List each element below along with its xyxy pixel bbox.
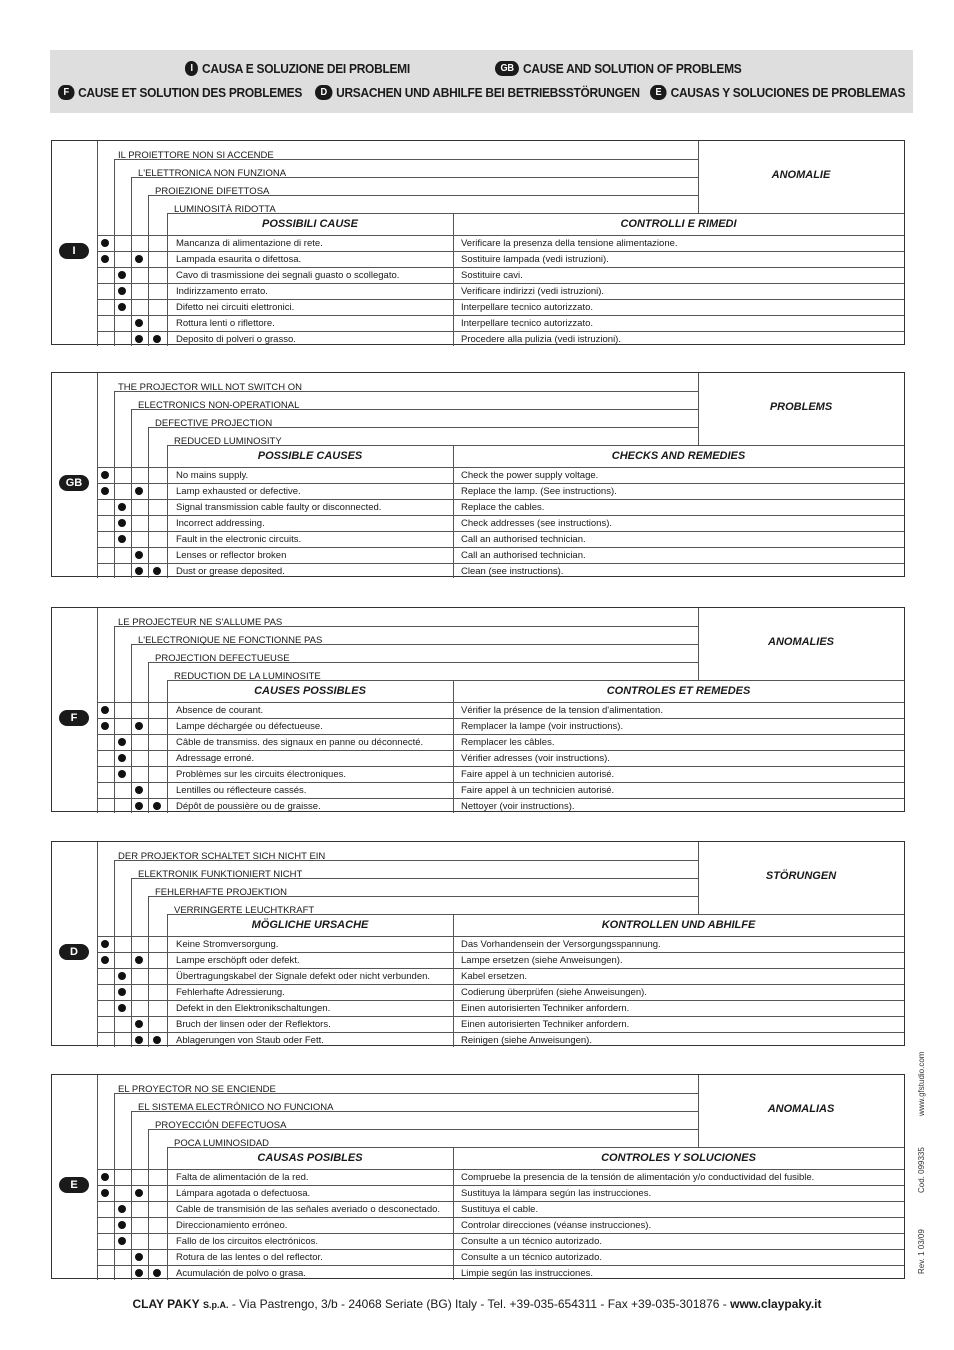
cause-cell: Cavo di trasmissione dei segnali guasto o scollegato.: [176, 270, 400, 281]
remedy-cell: Nettoyer (voir instructions).: [461, 801, 575, 812]
header-title-text: CAUSA E SOLUZIONE DEI PROBLEMI: [202, 61, 410, 76]
grid-line: [97, 1016, 904, 1017]
remedy-cell: Controlar direcciones (véanse instrucciones).: [461, 1220, 652, 1231]
symptom-label: DEFECTIVE PROJECTION: [155, 418, 273, 429]
grid-line: [131, 1111, 132, 1280]
grid-line: [97, 968, 904, 969]
cause-cell: Lentilles ou réflecteure cassés.: [176, 785, 307, 796]
grid-line: [114, 860, 115, 1047]
symptom-label: FEHLERHAFTE PROJEKTION: [155, 887, 287, 898]
grid-line: [167, 213, 904, 214]
footer: [0, 1297, 954, 1311]
remedies-header: CHECKS AND REMEDIES: [611, 450, 746, 462]
remedies-header: CONTROLES Y SOLUCIONES: [601, 1152, 756, 1164]
symptom-dot: [135, 335, 143, 343]
remedy-cell: Clean (see instructions).: [461, 566, 564, 577]
grid-line: [97, 1201, 904, 1202]
grid-line: [131, 878, 132, 1047]
cause-cell: Lámpara agotada o defectuosa.: [176, 1188, 311, 1199]
grid-line: [97, 766, 904, 767]
symptom-label: EL PROYECTOR NO SE ENCIENDE: [118, 1084, 276, 1095]
symptom-dot: [118, 988, 126, 996]
grid-line: [97, 467, 904, 468]
grid-line: [97, 563, 904, 564]
cause-cell: Bruch der linsen oder der Reflektors.: [176, 1019, 331, 1030]
company-address: - Via Pastrengo, 3/b - 24068 Seriate (BG) Italy - Tel. +39-035-654311 - Fax +39-035-301876 -: [228, 1297, 731, 1311]
symptom-label: ELECTRONICS NON-OPERATIONAL: [138, 400, 300, 411]
remedy-cell: Remplacer les câbles.: [461, 737, 555, 748]
grid-line: [114, 626, 115, 813]
symptom-dot: [135, 551, 143, 559]
header-title-es: [650, 85, 905, 100]
remedy-cell: Interpellare tecnico autorizzato.: [461, 302, 594, 313]
cause-cell: Übertragungskabel der Signale defekt oder nicht verbunden.: [176, 971, 431, 982]
grid-line: [97, 702, 904, 703]
cause-cell: Lamp exhausted or defective.: [176, 486, 301, 497]
remedy-cell: Procedere alla pulizia (vedi istruzioni).: [461, 334, 621, 345]
grid-line: [97, 1233, 904, 1234]
cause-cell: Lampe déchargée ou défectueuse.: [176, 721, 323, 732]
company-website: www.claypaky.it: [730, 1297, 822, 1311]
grid-line: [148, 427, 149, 578]
language-badge: GB: [59, 475, 89, 491]
symptom-dot: [101, 255, 109, 263]
symptom-label: REDUCTION DE LA LUMINOSITE: [174, 671, 321, 682]
cause-cell: Cable de transmisión de las señales averiado o desconectado.: [176, 1204, 441, 1215]
cause-cell: Câble de transmiss. des signaux en panne ou déconnecté.: [176, 737, 424, 748]
grid-line: [97, 299, 904, 300]
header-title-text: CAUSAS Y SOLUCIONES DE PROBLEMAS: [670, 85, 906, 100]
grid-line: [97, 1169, 904, 1170]
remedy-cell: Lampe ersetzen (siehe Anweisungen).: [461, 955, 623, 966]
remedy-cell: Consulte a un técnico autorizado.: [461, 1236, 603, 1247]
causes-header: CAUSES POSSIBLES: [254, 685, 366, 697]
language-badge: D: [59, 944, 89, 960]
cause-cell: Fehlerhafte Adressierung.: [176, 987, 285, 998]
cause-cell: Dépôt de poussière ou de graisse.: [176, 801, 321, 812]
remedy-cell: Call an authorised technician.: [461, 534, 586, 545]
grid-line: [453, 1147, 454, 1280]
header-banner: [50, 50, 913, 113]
header-title-de: [315, 85, 640, 100]
side-website: www.gfstudio.com: [917, 1051, 926, 1116]
grid-line: [97, 283, 904, 284]
grid-line: [97, 718, 904, 719]
grid-line: [97, 331, 904, 332]
symptom-dot: [118, 271, 126, 279]
symptom-dot: [118, 503, 126, 511]
remedy-cell: Sostituire cavi.: [461, 270, 523, 281]
cause-cell: Rotura de las lentes o del reflector.: [176, 1252, 323, 1263]
remedy-cell: Verificare la presenza della tensione alimentazione.: [461, 238, 678, 249]
symptom-dot: [101, 471, 109, 479]
symptom-dot: [101, 956, 109, 964]
symptom-dot: [135, 786, 143, 794]
symptom-dot: [118, 1221, 126, 1229]
cause-cell: Fallo de los circuitos electrónicos.: [176, 1236, 319, 1247]
symptom-label: THE PROJECTOR WILL NOT SWITCH ON: [118, 382, 303, 393]
grid-line: [97, 1217, 904, 1218]
cause-cell: Incorrect addressing.: [176, 518, 265, 529]
symptom-label: EL SISTEMA ELECTRÓNICO NO FUNCIONA: [138, 1102, 334, 1113]
remedy-cell: Replace the cables.: [461, 502, 545, 513]
grid-line: [97, 1249, 904, 1250]
grid-line: [97, 547, 904, 548]
cause-cell: Lampada esaurita o difettosa.: [176, 254, 302, 265]
grid-line: [97, 267, 904, 268]
remedy-cell: Einen autorisierten Techniker anfordern.: [461, 1019, 630, 1030]
causes-header: CAUSAS POSIBLES: [257, 1152, 363, 1164]
remedy-cell: Das Vorhandensein der Versorgungsspannung.: [461, 939, 661, 950]
remedy-cell: Check the power supply voltage.: [461, 470, 599, 481]
remedy-cell: Interpellare tecnico autorizzato.: [461, 318, 594, 329]
symptom-dot: [135, 319, 143, 327]
remedies-header: KONTROLLEN UND ABHILFE: [601, 919, 756, 931]
symptom-dot: [101, 1189, 109, 1197]
symptom-dot: [135, 1036, 143, 1044]
grid-line: [131, 409, 132, 578]
grid-line: [97, 750, 904, 751]
section-gb: [51, 372, 905, 577]
symptom-dot: [101, 487, 109, 495]
symptom-dot: [135, 567, 143, 575]
remedy-cell: Einen autorisierten Techniker anfordern.: [461, 1003, 630, 1014]
symptom-dot: [118, 535, 126, 543]
cause-cell: Falta de alimentación de la red.: [176, 1172, 309, 1183]
grid-line: [114, 391, 115, 578]
symptom-label: ELEKTRONIK FUNKTIONIERT NICHT: [138, 869, 303, 880]
symptom-label: PROYECCIÓN DEFECTUOSA: [155, 1120, 287, 1131]
remedy-cell: Sustituya la lámpara según las instrucciones.: [461, 1188, 652, 1199]
cause-cell: Mancanza di alimentazione di rete.: [176, 238, 323, 249]
remedy-cell: Replace the lamp. (See instructions).: [461, 486, 617, 497]
grid-line: [97, 734, 904, 735]
cause-cell: Lenses or reflector broken: [176, 550, 287, 561]
language-badge: F: [59, 710, 89, 726]
header-title-gb: [495, 61, 742, 76]
grid-line: [97, 1265, 904, 1266]
symptom-dot: [135, 956, 143, 964]
language-badge: F: [58, 85, 74, 100]
section-title: PROBLEMS: [769, 401, 833, 413]
symptom-dot: [153, 335, 161, 343]
cause-cell: Acumulación de polvo o grasa.: [176, 1268, 306, 1279]
symptom-dot: [135, 255, 143, 263]
cause-cell: Lampe erschöpft oder defekt.: [176, 955, 300, 966]
symptom-dot: [153, 802, 161, 810]
side-revision: Rev. 1 03/09: [917, 1229, 926, 1274]
remedy-cell: Faire appel à un technicien autorisé.: [461, 769, 615, 780]
grid-line: [97, 483, 904, 484]
symptom-label: PROJECTION DEFECTUEUSE: [155, 653, 290, 664]
remedy-cell: Sustituya el cable.: [461, 1204, 539, 1215]
company-suffix: S.p.A.: [202, 1300, 229, 1310]
grid-line: [148, 662, 149, 813]
cause-cell: Deposito di polveri o grasso.: [176, 334, 296, 345]
language-badge: D: [315, 85, 332, 100]
side-code: Cod. 099335: [917, 1147, 926, 1193]
remedy-cell: Check addresses (see instructions).: [461, 518, 613, 529]
cause-cell: Signal transmission cable faulty or disconnected.: [176, 502, 382, 513]
section-title: ANOMALIE: [771, 169, 831, 181]
language-badge: E: [650, 85, 667, 100]
symptom-label: VERRINGERTE LEUCHTKRAFT: [174, 905, 315, 916]
section-i: [51, 140, 905, 345]
symptom-dot: [118, 519, 126, 527]
cause-cell: Direccionamiento erróneo.: [176, 1220, 288, 1231]
section-title: STÖRUNGEN: [765, 870, 837, 882]
grid-line: [167, 680, 168, 813]
cause-cell: Ablagerungen von Staub oder Fett.: [176, 1035, 324, 1046]
company-name: CLAY PAKY: [132, 1297, 200, 1311]
remedy-cell: Call an authorised technician.: [461, 550, 586, 561]
remedy-cell: Compruebe la presencia de la tensión de alimentación y/o conductividad del fusible.: [461, 1172, 815, 1183]
remedy-cell: Reinigen (siehe Anweisungen).: [461, 1035, 592, 1046]
symptom-label: REDUCED LUMINOSITY: [174, 436, 282, 447]
cause-cell: Indirizzamento errato.: [176, 286, 268, 297]
header-title-text: CAUSE ET SOLUTION DES PROBLEMES: [78, 85, 303, 100]
grid-line: [167, 1147, 168, 1280]
grid-line: [148, 195, 149, 346]
symptom-dot: [101, 722, 109, 730]
symptom-dot: [118, 287, 126, 295]
grid-line: [97, 1000, 904, 1001]
symptom-dot: [118, 1205, 126, 1213]
remedy-cell: Remplacer la lampe (voir instructions).: [461, 721, 624, 732]
grid-line: [97, 952, 904, 953]
section-title: ANOMALIES: [768, 636, 834, 648]
grid-line: [97, 936, 904, 937]
symptom-label: LE PROJECTEUR NE S'ALLUME PAS: [118, 617, 283, 628]
grid-line: [114, 1093, 115, 1280]
symptom-dot: [118, 1237, 126, 1245]
symptom-dot: [135, 802, 143, 810]
language-badge: I: [185, 61, 198, 76]
cause-cell: No mains supply.: [176, 470, 249, 481]
remedy-cell: Consulte a un técnico autorizado.: [461, 1252, 603, 1263]
remedies-header: CONTROLES ET REMEDES: [606, 685, 751, 697]
symptom-dot: [135, 487, 143, 495]
grid-line: [97, 531, 904, 532]
grid-line: [453, 680, 454, 813]
grid-line: [97, 1185, 904, 1186]
symptom-dot: [118, 1004, 126, 1012]
symptom-dot: [101, 239, 109, 247]
symptom-label: PROIEZIONE DIFETTOSA: [155, 186, 270, 197]
cause-cell: Keine Stromversorgung.: [176, 939, 279, 950]
symptom-dot: [118, 738, 126, 746]
cause-cell: Difetto nei circuiti elettronici.: [176, 302, 295, 313]
grid-line: [114, 159, 115, 346]
grid-line: [131, 177, 132, 346]
grid-line: [97, 1032, 904, 1033]
remedy-cell: Limpie según las instrucciones.: [461, 1268, 594, 1279]
symptom-label: LUMINOSITÀ RIDOTTA: [174, 204, 276, 215]
cause-cell: Dust or grease deposited.: [176, 566, 285, 577]
grid-line: [453, 445, 454, 578]
grid-line: [97, 315, 904, 316]
symptom-dot: [153, 1269, 161, 1277]
grid-line: [131, 644, 132, 813]
symptom-dot: [135, 722, 143, 730]
symptom-label: L'ELETTRONICA NON FUNZIONA: [138, 168, 287, 179]
grid-line: [97, 515, 904, 516]
grid-line: [97, 251, 904, 252]
causes-header: POSSIBLE CAUSES: [257, 450, 363, 462]
cause-cell: Problèmes sur les circuits électroniques.: [176, 769, 347, 780]
symptom-dot: [118, 770, 126, 778]
symptom-dot: [101, 1173, 109, 1181]
symptom-label: POCA LUMINOSIDAD: [174, 1138, 270, 1149]
grid-line: [167, 914, 168, 1047]
grid-line: [97, 499, 904, 500]
causes-header: MÖGLICHE URSACHE: [251, 919, 369, 931]
grid-line: [453, 914, 454, 1047]
remedy-cell: Vérifier adresses (voir instructions).: [461, 753, 610, 764]
header-title-text: CAUSE AND SOLUTION OF PROBLEMS: [522, 61, 742, 76]
symptom-dot: [101, 940, 109, 948]
remedy-cell: Kabel ersetzen.: [461, 971, 528, 982]
cause-cell: Rottura lenti o riflettore.: [176, 318, 275, 329]
symptom-label: IL PROIETTORE NON SI ACCENDE: [118, 150, 274, 161]
remedy-cell: Faire appel à un technicien autorisé.: [461, 785, 615, 796]
header-title-fr: [58, 85, 302, 100]
language-badge: E: [59, 1177, 89, 1193]
section-title: ANOMALIAS: [767, 1103, 835, 1115]
header-title-it: [185, 61, 410, 76]
grid-line: [453, 213, 454, 346]
grid-line: [167, 1147, 904, 1148]
symptom-dot: [153, 1036, 161, 1044]
remedy-cell: Codierung überprüfen (siehe Anweisungen).: [461, 987, 647, 998]
cause-cell: Defekt in den Elektronikschaltungen.: [176, 1003, 331, 1014]
symptom-dot: [135, 1269, 143, 1277]
symptom-dot: [118, 754, 126, 762]
remedy-cell: Sostituire lampada (vedi istruzioni).: [461, 254, 609, 265]
symptom-dot: [135, 1189, 143, 1197]
symptom-label: DER PROJEKTOR SCHALTET SICH NICHT EIN: [118, 851, 326, 862]
cause-cell: Absence de courant.: [176, 705, 264, 716]
section-e: [51, 1074, 905, 1279]
grid-line: [97, 798, 904, 799]
symptom-dot: [118, 972, 126, 980]
header-title-text: URSACHEN UND ABHILFE BEI BETRIEBSSTÖRUNGEN: [336, 85, 640, 100]
grid-line: [148, 1129, 149, 1280]
remedy-cell: Vérifier la présence de la tension d'alimentation.: [461, 705, 663, 716]
grid-line: [167, 213, 168, 346]
causes-header: POSSIBILI CAUSE: [262, 218, 358, 230]
symptom-dot: [135, 1253, 143, 1261]
grid-line: [148, 896, 149, 1047]
language-badge: I: [59, 243, 89, 259]
remedies-header: CONTROLLI E RIMEDI: [620, 218, 737, 230]
cause-cell: Adressage erroné.: [176, 753, 255, 764]
section-d: [51, 841, 905, 1046]
grid-line: [167, 445, 168, 578]
symptom-dot: [153, 567, 161, 575]
grid-line: [97, 984, 904, 985]
symptom-dot: [135, 1020, 143, 1028]
symptom-label: L'ELECTRONIQUE NE FONCTIONNE PAS: [138, 635, 323, 646]
cause-cell: Fault in the electronic circuits.: [176, 534, 302, 545]
symptom-dot: [101, 706, 109, 714]
grid-line: [97, 782, 904, 783]
section-f: [51, 607, 905, 812]
symptom-dot: [118, 303, 126, 311]
grid-line: [97, 235, 904, 236]
remedy-cell: Verificare indirizzi (vedi istruzioni).: [461, 286, 605, 297]
language-badge: GB: [495, 61, 519, 76]
